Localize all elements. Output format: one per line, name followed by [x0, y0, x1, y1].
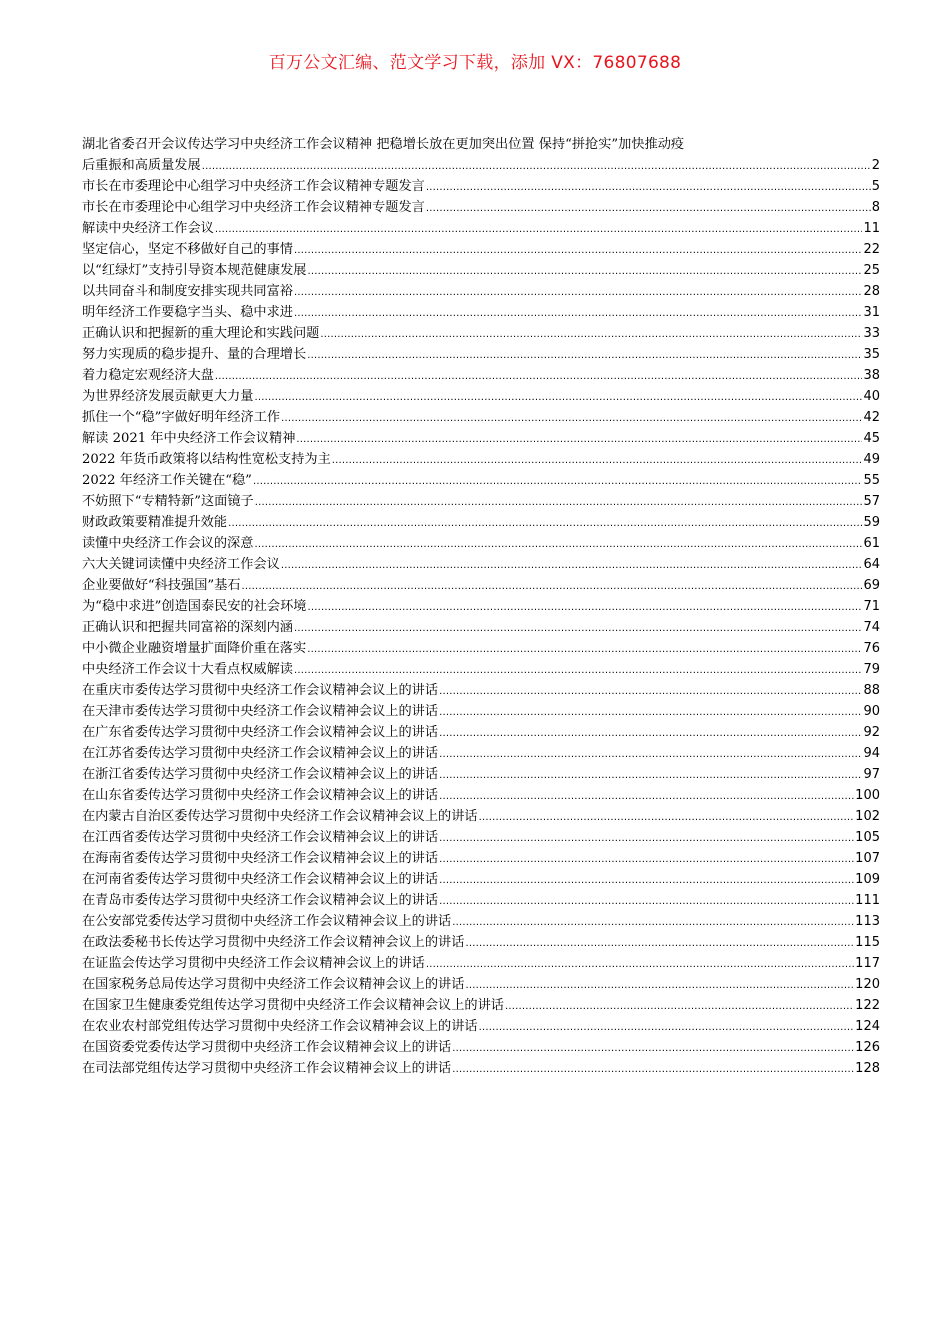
toc-page-number: 45 — [863, 431, 880, 446]
toc-leader-dots — [479, 1016, 855, 1037]
toc-leader-dots — [465, 932, 854, 953]
toc-leader-dots — [253, 470, 863, 491]
toc-page-number: 57 — [863, 494, 880, 509]
toc-page-number: 111 — [855, 893, 880, 908]
toc-entry[interactable] — [82, 176, 880, 197]
toc-entry-title: 在司法部党组传达学习贯彻中央经济工作会议精神会议上的讲话 — [82, 1061, 452, 1076]
toc-page-number: 113 — [855, 914, 880, 929]
toc-entry-title-line-1: 湖北省委召开会议传达学习中央经济工作会议精神 把稳增长放在更加突出位置 保持“拼抢实”加快推动疫 — [82, 137, 685, 152]
toc-leader-dots — [439, 890, 854, 911]
toc-leader-dots — [307, 596, 862, 617]
toc-page-number: 25 — [863, 263, 880, 278]
toc-entry-title: 解读 2021 年中央经济工作会议精神 — [82, 431, 296, 446]
toc-page-number: 126 — [855, 1040, 880, 1055]
toc-page-number: 2 — [871, 158, 880, 173]
toc-entry[interactable] — [82, 890, 880, 911]
toc-entry-title: 在河南省委传达学习贯彻中央经济工作会议精神会议上的讲话 — [82, 872, 439, 887]
toc-entry[interactable] — [82, 1037, 880, 1058]
toc-page-number: 74 — [863, 620, 880, 635]
toc-leader-dots — [215, 218, 863, 239]
toc-leader-dots — [426, 197, 871, 218]
toc-page-number: 55 — [863, 473, 880, 488]
toc-entry-title: 在海南省委传达学习贯彻中央经济工作会议精神会议上的讲话 — [82, 851, 439, 866]
toc-leader-dots — [479, 806, 855, 827]
toc-leader-dots — [332, 449, 863, 470]
toc-leader-dots — [439, 848, 854, 869]
toc-page-number: 79 — [863, 662, 880, 677]
toc-entry-title: 2022 年货币政策将以结构性宽松支持为主 — [82, 452, 331, 467]
toc-entry-title: 在浙江省委传达学习贯彻中央经济工作会议精神会议上的讲话 — [82, 767, 439, 782]
toc-entry-title: 为“稳中求进”创造国泰民安的社会环境 — [82, 599, 307, 614]
toc-entry-title: 财政政策要精准提升效能 — [82, 515, 228, 530]
toc-page-number: 76 — [863, 641, 880, 656]
toc-entry[interactable] — [82, 323, 880, 344]
page-header-banner: 百万公文汇编、范文学习下载，添加 VX：76807688 — [268, 53, 682, 73]
toc-entry[interactable] — [82, 722, 880, 743]
toc-entry[interactable] — [82, 1016, 880, 1037]
toc-entry-title: 以共同奋斗和制度安排实现共同富裕 — [82, 284, 293, 299]
toc-leader-dots — [426, 953, 854, 974]
toc-page-number: 102 — [855, 809, 880, 824]
toc-entry-title: 六大关键词读懂中央经济工作会议 — [82, 557, 280, 572]
toc-page-number: 11 — [863, 221, 880, 236]
toc-leader-dots — [307, 638, 862, 659]
toc-entry-title: 在公安部党委传达学习贯彻中央经济工作会议精神会议上的讲话 — [82, 914, 452, 929]
toc-leader-dots — [439, 869, 854, 890]
toc-entry[interactable] — [82, 239, 880, 260]
toc-leader-dots — [281, 407, 862, 428]
toc-page-number: 71 — [863, 599, 880, 614]
toc-page-number: 69 — [863, 578, 880, 593]
toc-entry-title: 在证监会传达学习贯彻中央经济工作会议精神会议上的讲话 — [82, 956, 425, 971]
toc-page-number: 88 — [863, 683, 880, 698]
toc-entry[interactable] — [82, 638, 880, 659]
toc-page-number: 64 — [863, 557, 880, 572]
toc-leader-dots — [439, 827, 854, 848]
toc-page-number: 5 — [871, 179, 880, 194]
toc-leader-dots — [296, 428, 862, 449]
toc-entry[interactable] — [82, 974, 880, 995]
toc-page-number: 92 — [863, 725, 880, 740]
toc-page-number: 22 — [863, 242, 880, 257]
toc-page-number: 124 — [855, 1019, 880, 1034]
toc-page-number: 107 — [855, 851, 880, 866]
toc-leader-dots — [452, 1058, 854, 1079]
toc-entry[interactable] — [82, 575, 880, 596]
toc-page-number: 105 — [855, 830, 880, 845]
toc-leader-dots — [307, 260, 862, 281]
toc-entry[interactable] — [82, 680, 880, 701]
toc-leader-dots — [254, 386, 862, 407]
toc-entry-title: 在青岛市委传达学习贯彻中央经济工作会议精神会议上的讲话 — [82, 893, 439, 908]
toc-entry[interactable] — [82, 134, 880, 176]
toc-entry-title: 2022 年经济工作关键在“稳” — [82, 473, 252, 488]
toc-entry-title: 中央经济工作会议十大看点权威解读 — [82, 662, 293, 677]
toc-leader-dots — [426, 176, 871, 197]
toc-entry-title: 以“红绿灯”支持引导资本规范健康发展 — [82, 263, 307, 278]
toc-leader-dots — [307, 344, 862, 365]
toc-entry-title: 在江西省委传达学习贯彻中央经济工作会议精神会议上的讲话 — [82, 830, 439, 845]
toc-page-number: 40 — [863, 389, 880, 404]
toc-entry[interactable] — [82, 848, 880, 869]
toc-leader-dots — [439, 722, 862, 743]
toc-leader-dots — [294, 281, 862, 302]
toc-page-number: 49 — [863, 452, 880, 467]
toc-entry-title: 在广东省委传达学习贯彻中央经济工作会议精神会议上的讲话 — [82, 725, 439, 740]
toc-page-number: 128 — [855, 1061, 880, 1076]
toc-leader-dots — [452, 1037, 854, 1058]
toc-leader-dots — [228, 512, 862, 533]
toc-entry[interactable] — [82, 365, 880, 386]
toc-entry-title: 在政法委秘书长传达学习贯彻中央经济工作会议精神会议上的讲话 — [82, 935, 465, 950]
toc-entry[interactable] — [82, 659, 880, 680]
toc-page-number: 120 — [855, 977, 880, 992]
toc-page-number: 90 — [863, 704, 880, 719]
toc-entry-title: 解读中央经济工作会议 — [82, 221, 214, 236]
toc-leader-dots — [242, 575, 863, 596]
toc-entry[interactable] — [82, 302, 880, 323]
toc-entry[interactable] — [82, 344, 880, 365]
toc-entry[interactable] — [82, 407, 880, 428]
toc-entry-title: 中小微企业融资增量扩面降价重在落实 — [82, 641, 307, 656]
toc-page-number: 100 — [855, 788, 880, 803]
toc-leader-dots — [281, 554, 863, 575]
toc-page-number: 38 — [863, 368, 880, 383]
toc-entry[interactable] — [82, 806, 880, 827]
toc-page-number: 31 — [863, 305, 880, 320]
toc-entry-title: 在天津市委传达学习贯彻中央经济工作会议精神会议上的讲话 — [82, 704, 439, 719]
toc-page-number: 59 — [863, 515, 880, 530]
toc-list — [82, 176, 880, 1079]
toc-entry[interactable] — [82, 1058, 880, 1079]
toc-entry-title: 正确认识和把握新的重大理论和实践问题 — [82, 326, 320, 341]
toc-entry-title: 读懂中央经济工作会议的深意 — [82, 536, 254, 551]
toc-entry[interactable] — [82, 281, 880, 302]
toc-leader-dots — [439, 680, 862, 701]
toc-leader-dots — [202, 155, 871, 176]
toc-entry[interactable] — [82, 386, 880, 407]
toc-entry[interactable] — [82, 449, 880, 470]
toc-entry-title: 市长在市委理论中心组学习中央经济工作会议精神专题发言 — [82, 200, 425, 215]
toc-page-number: 97 — [863, 767, 880, 782]
toc-entry[interactable] — [82, 218, 880, 239]
toc-entry-title: 努力实现质的稳步提升、量的合理增长 — [82, 347, 307, 362]
toc-entry-title: 在江苏省委传达学习贯彻中央经济工作会议精神会议上的讲话 — [82, 746, 439, 761]
toc-page-number: 8 — [871, 200, 880, 215]
toc-entry-title: 在国家卫生健康委党组传达学习贯彻中央经济工作会议精神会议上的讲话 — [82, 998, 504, 1013]
toc-leader-dots — [294, 659, 862, 680]
toc-entry[interactable] — [82, 869, 880, 890]
toc-entry[interactable] — [82, 785, 880, 806]
toc-leader-dots — [439, 764, 862, 785]
toc-entry-title: 市长在市委理论中心组学习中央经济工作会议精神专题发言 — [82, 179, 425, 194]
toc-page-number: 42 — [863, 410, 880, 425]
toc-entry[interactable] — [82, 260, 880, 281]
toc-entry[interactable] — [82, 428, 880, 449]
toc-page-number: 122 — [855, 998, 880, 1013]
toc-entry-title: 坚定信心，坚定不移做好自己的事情 — [82, 242, 293, 257]
toc-leader-dots — [465, 974, 854, 995]
toc-entry-title: 抓住一个“稳”字做好明年经济工作 — [82, 410, 281, 425]
toc-leader-dots — [320, 323, 862, 344]
toc-entry-title-line-2: 后重振和高质量发展 — [82, 158, 201, 173]
toc-entry[interactable] — [82, 743, 880, 764]
toc-entry[interactable] — [82, 491, 880, 512]
toc-page-number: 28 — [863, 284, 880, 299]
toc-entry[interactable] — [82, 932, 880, 953]
toc-entry-title: 在国家税务总局传达学习贯彻中央经济工作会议精神会议上的讲话 — [82, 977, 465, 992]
toc-entry[interactable] — [82, 470, 880, 491]
toc-page-number: 117 — [855, 956, 880, 971]
toc-leader-dots — [294, 617, 862, 638]
toc-entry-title: 不妨照下“专精特新”这面镜子 — [82, 494, 254, 509]
toc-entry[interactable] — [82, 827, 880, 848]
table-of-contents — [82, 134, 880, 1079]
toc-page-number: 35 — [863, 347, 880, 362]
toc-entry[interactable] — [82, 701, 880, 722]
toc-leader-dots — [439, 785, 854, 806]
toc-entry-title: 企业要做好“科技强国”基石 — [82, 578, 241, 593]
toc-entry[interactable] — [82, 596, 880, 617]
toc-entry[interactable] — [82, 911, 880, 932]
toc-leader-dots — [255, 491, 863, 512]
toc-entry-title: 着力稳定宏观经济大盘 — [82, 368, 214, 383]
toc-entry[interactable] — [82, 953, 880, 974]
toc-entry-title: 在重庆市委传达学习贯彻中央经济工作会议精神会议上的讲话 — [82, 683, 439, 698]
toc-leader-dots — [254, 533, 862, 554]
toc-page-number: 61 — [863, 536, 880, 551]
toc-entry[interactable] — [82, 554, 880, 575]
toc-leader-dots — [215, 365, 863, 386]
toc-entry-title: 在山东省委传达学习贯彻中央经济工作会议精神会议上的讲话 — [82, 788, 439, 803]
toc-leader-dots — [452, 911, 854, 932]
toc-entry[interactable] — [82, 533, 880, 554]
toc-page-number: 94 — [863, 746, 880, 761]
toc-leader-dots — [294, 302, 862, 323]
toc-leader-dots — [294, 239, 862, 260]
toc-entry-title: 为世界经济发展贡献更大力量 — [82, 389, 254, 404]
toc-entry-title: 在农业农村部党组传达学习贯彻中央经济工作会议精神会议上的讲话 — [82, 1019, 478, 1034]
toc-entry[interactable] — [82, 197, 880, 218]
toc-entry-title: 在内蒙古自治区委传达学习贯彻中央经济工作会议精神会议上的讲话 — [82, 809, 478, 824]
toc-entry[interactable] — [82, 995, 880, 1016]
toc-page-number: 109 — [855, 872, 880, 887]
toc-leader-dots — [439, 743, 862, 764]
toc-page-number: 33 — [863, 326, 880, 341]
toc-entry[interactable] — [82, 512, 880, 533]
toc-entry[interactable] — [82, 764, 880, 785]
toc-page-number: 115 — [855, 935, 880, 950]
toc-leader-dots — [505, 995, 854, 1016]
toc-entry-title: 正确认识和把握共同富裕的深刻内涵 — [82, 620, 293, 635]
toc-leader-dots — [439, 701, 862, 722]
toc-entry[interactable] — [82, 617, 880, 638]
toc-entry-title: 明年经济工作要稳字当头、稳中求进 — [82, 305, 293, 320]
toc-entry-title: 在国资委党委传达学习贯彻中央经济工作会议精神会议上的讲话 — [82, 1040, 452, 1055]
